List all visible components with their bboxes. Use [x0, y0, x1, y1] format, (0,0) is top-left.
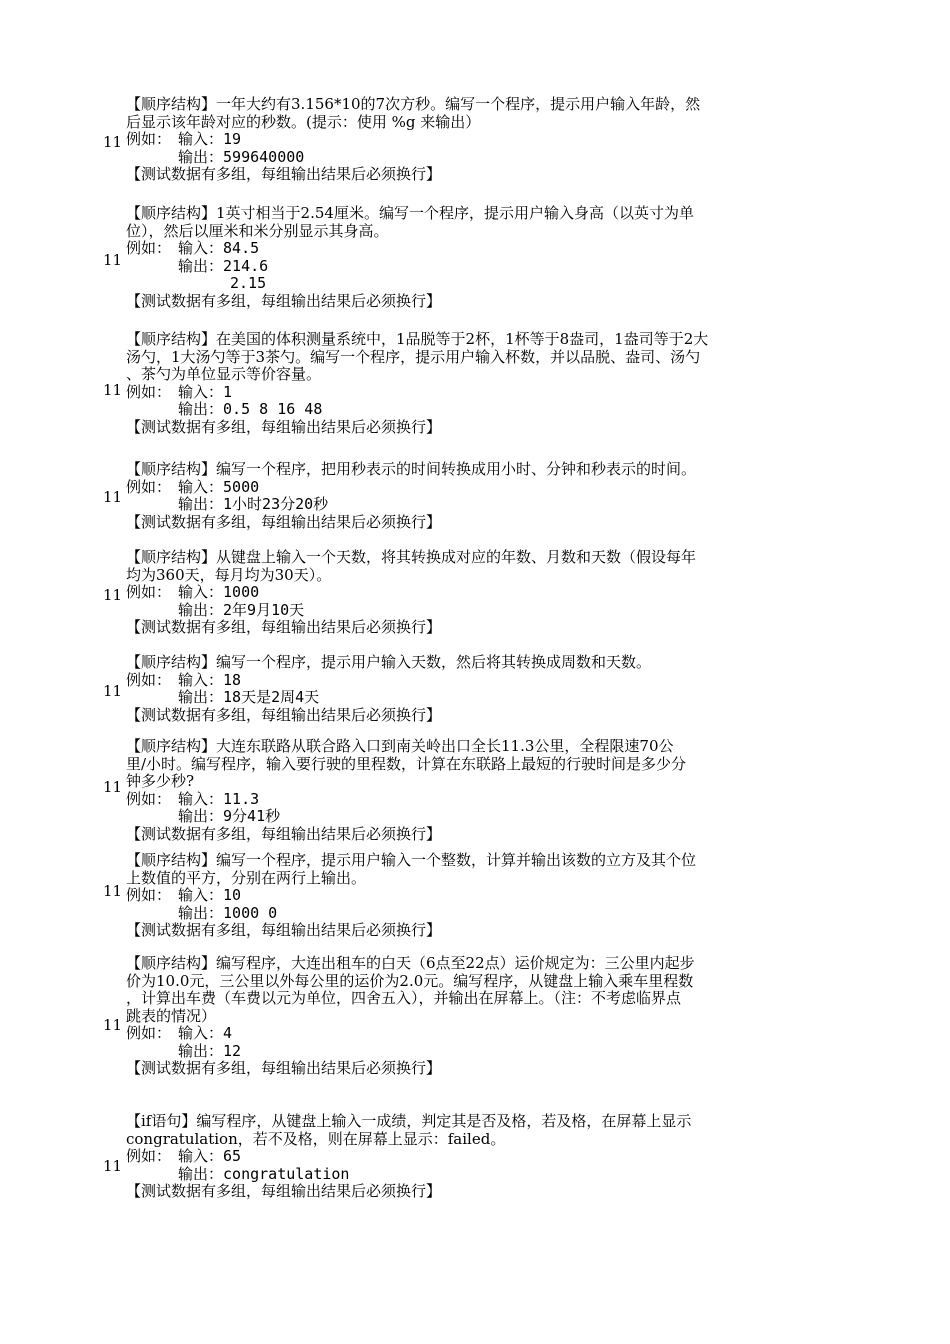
input-label: 输入： — [178, 239, 224, 257]
example-input-row — [126, 240, 796, 258]
problem-description-line: 上数值的平方，分别在两行上输出。 — [126, 868, 367, 887]
input-value: 65 — [223, 1147, 242, 1165]
problem-description-line: 里/小时。编写程序，输入要行驶的里程数，计算在东联路上最短的行驶时间是多少分 — [126, 754, 687, 773]
problem-number: 11 — [103, 882, 123, 900]
example-output-row — [126, 808, 796, 826]
example-input-row — [126, 1148, 796, 1166]
example-output-row — [126, 149, 796, 167]
test-data-note: 【测试数据有多组，每组输出结果后必须换行】 — [126, 921, 442, 939]
example-label: 例如： — [126, 239, 172, 257]
example-input-row — [126, 384, 796, 402]
output-label: 输出： — [178, 495, 224, 513]
example-input-row — [126, 1025, 796, 1043]
problem-description-line: 【顺序结构】从键盘上输入一个天数，将其转换成对应的年数、月数和天数（假设每年 — [126, 548, 697, 566]
problem-description-line: ，计算出车费（车费以元为单位，四舍五入），并输出在屏幕上。（注：不考虑临界点 — [126, 989, 682, 1007]
problem-number: 11 — [103, 778, 123, 796]
problem-description-line: congratulation，若不及格，则在屏幕上显示：failed。 — [126, 1129, 506, 1148]
output-label: 输出： — [178, 256, 224, 275]
example-output-row — [126, 602, 796, 620]
example-output-row — [126, 689, 796, 707]
input-label: 输入： — [178, 130, 224, 148]
problem-body — [126, 96, 796, 184]
example-output-row — [126, 496, 796, 514]
example-input-row — [126, 584, 796, 602]
test-data-note: 【测试数据有多组，每组输出结果后必须换行】 — [126, 705, 442, 724]
output-value: 599640000 — [223, 147, 305, 166]
example-output-row — [126, 1166, 796, 1184]
input-label: 输入： — [178, 670, 224, 689]
problem-description-line: 钟多少秒? — [126, 772, 195, 790]
problem-number: 11 — [103, 682, 123, 700]
example-label: 例如： — [126, 886, 172, 904]
example-label: 例如： — [126, 583, 172, 601]
example-label: 例如： — [126, 670, 172, 689]
problem-number: 11 — [103, 133, 123, 151]
problem-description-line: 均为360天，每月均为30天）。 — [126, 565, 332, 584]
example-input-row — [126, 887, 796, 905]
example-output-row — [126, 275, 796, 293]
output-label: 输出： — [178, 147, 224, 166]
example-label: 例如： — [126, 789, 172, 808]
input-value: 18 — [223, 670, 242, 689]
output-label: 输出： — [178, 600, 224, 619]
output-label: 输出： — [178, 903, 224, 922]
problem-description-line: 【顺序结构】大连东联路从联合路入口到南关岭出口全长11.3公里，全程限速70公 — [126, 737, 674, 755]
test-data-note: 【测试数据有多组，每组输出结果后必须换行】 — [126, 618, 442, 636]
problem-description-line: 跳表的情况） — [126, 1006, 217, 1025]
problem-description-line: 、茶勺为单位显示等价容量。 — [126, 365, 322, 383]
problem-body — [126, 738, 796, 843]
output-label: 输出： — [178, 1164, 224, 1183]
problem-description-line: 汤勺，1大汤勺等于3茶勺。编写一个程序，提示用户输入杯数，并以品脱、盎司、汤勺 — [126, 347, 701, 366]
input-value: 1000 — [223, 583, 260, 601]
output-value: 9分41秒 — [223, 807, 281, 825]
test-data-note: 【测试数据有多组，每组输出结果后必须换行】 — [126, 165, 442, 183]
input-label: 输入： — [178, 886, 224, 904]
input-value: 11.3 — [223, 789, 260, 808]
problem-description-line: 【顺序结构】编写一个程序，提示用户输入一个整数，计算并输出该数的立方及其个位 — [126, 851, 697, 869]
output-value: 12 — [223, 1041, 242, 1060]
input-value: 19 — [223, 130, 242, 148]
test-data-note: 【测试数据有多组，每组输出结果后必须换行】 — [126, 291, 442, 310]
test-data-note: 【测试数据有多组，每组输出结果后必须换行】 — [126, 417, 442, 436]
problem-number: 11 — [103, 381, 123, 399]
output-value: 18天是2周4天 — [223, 688, 320, 706]
example-input-row — [126, 479, 796, 497]
input-value: 10 — [223, 886, 242, 904]
output-label: 输出： — [178, 1041, 224, 1060]
problem-description-line: 【顺序结构】在美国的体积测量系统中，1品脱等于2杯，1杯等于8盎司，1盎司等于2大 — [126, 330, 709, 348]
output-value: 1000 0 — [223, 903, 278, 922]
example-output-row — [126, 1043, 796, 1061]
output-value: 0.5 8 16 48 — [223, 400, 323, 418]
example-label: 例如： — [126, 477, 172, 496]
input-label: 输入： — [178, 477, 224, 496]
input-label: 输入： — [178, 1024, 224, 1042]
output-label: 输出： — [178, 807, 224, 825]
problem-description-line: 【顺序结构】一年大约有3.156*10的7次方秒。编写一个程序，提示用户输入年龄，然 — [126, 95, 701, 113]
example-output-row — [126, 401, 796, 419]
output-label: 输出： — [178, 688, 224, 706]
input-value: 5000 — [223, 477, 260, 496]
example-label: 例如： — [126, 382, 172, 401]
problem-body — [126, 1113, 796, 1201]
input-value: 4 — [223, 1024, 233, 1042]
output-value: congratulation — [223, 1164, 350, 1183]
problem-body — [126, 955, 796, 1078]
problem-description-line: 【顺序结构】编写程序，大连出租车的白天（6点至22点）运价规定为：三公里内起步 — [126, 954, 695, 972]
output-value: 214.6 — [223, 256, 269, 275]
problem-number: 11 — [103, 586, 123, 604]
example-label: 例如： — [126, 1024, 172, 1042]
problem-body — [126, 549, 796, 637]
output-value: 1小时23分20秒 — [223, 495, 329, 513]
problem-description-line: 【if语句】编写程序，从键盘上输入一成绩，判定其是否及格，若及格，在屏幕上显示 — [126, 1112, 692, 1130]
example-input-row — [126, 131, 796, 149]
output-value: 2年9月10天 — [223, 600, 305, 619]
input-label: 输入： — [178, 1147, 224, 1165]
example-input-row — [126, 672, 796, 690]
problem-description-line: 后显示该年龄对应的秒数。(提示：使用 %g 来输出） — [126, 112, 481, 131]
input-value: 1 — [223, 382, 233, 401]
problem-number: 11 — [103, 1016, 123, 1034]
problem-description-line: 位），然后以厘米和米分别显示其身高。 — [126, 221, 389, 240]
output-value: 2.15 — [230, 274, 267, 292]
test-data-note: 【测试数据有多组，每组输出结果后必须换行】 — [126, 1182, 442, 1200]
output-label: 输出： — [178, 400, 224, 418]
example-input-row — [126, 791, 796, 809]
problem-body — [126, 654, 796, 724]
example-label: 例如： — [126, 1147, 172, 1165]
input-label: 输入： — [178, 789, 224, 808]
problem-body — [126, 461, 796, 531]
example-output-row — [126, 905, 796, 923]
problem-body — [126, 205, 796, 310]
problem-number: 11 — [103, 488, 123, 506]
problem-description-line: 【顺序结构】编写一个程序，提示用户输入天数，然后将其转换成周数和天数。 — [126, 653, 652, 671]
problem-number: 11 — [103, 251, 123, 269]
problem-number: 11 — [103, 1157, 123, 1175]
example-label: 例如： — [126, 130, 172, 148]
test-data-note: 【测试数据有多组，每组输出结果后必须换行】 — [126, 1059, 442, 1077]
problem-body — [126, 331, 796, 436]
problem-description-line: 【顺序结构】编写一个程序，把用秒表示的时间转换成用小时、分钟和秒表示的时间。 — [126, 460, 697, 478]
test-data-note: 【测试数据有多组，每组输出结果后必须换行】 — [126, 512, 442, 531]
test-data-note: 【测试数据有多组，每组输出结果后必须换行】 — [126, 824, 442, 843]
input-label: 输入： — [178, 382, 224, 401]
problem-body — [126, 852, 796, 940]
problem-description-line: 【顺序结构】1英寸相当于2.54厘米。编写一个程序，提示用户输入身高（以英寸为单 — [126, 204, 694, 222]
input-label: 输入： — [178, 583, 224, 601]
problem-description-line: 价为10.0元，三公里以外每公里的运价为2.0元。编写程序，从键盘上输入乘车里程数 — [126, 971, 694, 990]
example-output-row — [126, 258, 796, 276]
input-value: 84.5 — [223, 239, 260, 257]
